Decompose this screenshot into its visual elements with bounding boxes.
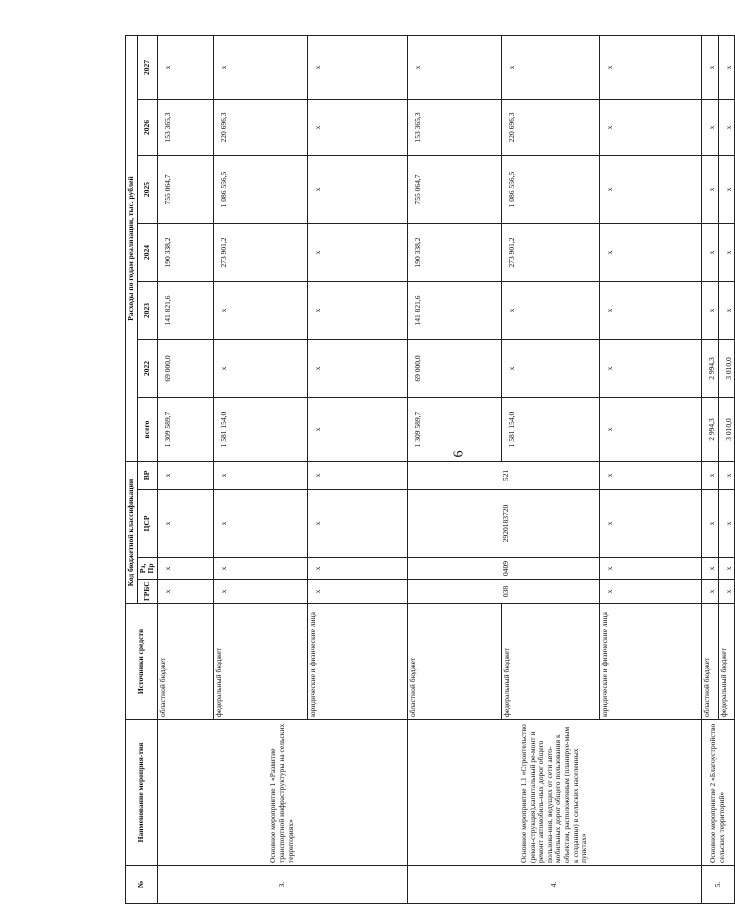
amount-y2023: x [599,282,701,340]
amount-y2024: x [718,224,735,282]
code-rzpr: x [718,558,735,580]
amount-y2024: x [599,224,701,282]
col-2024: 2024 [137,224,157,282]
amount-y2023: x [701,282,718,340]
col-vr: ВР [137,462,157,490]
amount-y2022: x [307,340,407,398]
amount-y2025: 1 086 556,5 [213,156,307,224]
funding-source: федеральный бюджет [501,604,599,720]
amount-y2023: x [501,282,599,340]
amount-y2022: 2 994,3 [701,340,718,398]
col-code: Код бюджетной классификации [126,462,138,604]
code-csr: x [307,490,407,558]
amount-y2022: 3 010,0 [718,340,735,398]
code-csr: 2920183720 [407,490,599,558]
amount-total: 1 581 154,0 [501,398,599,462]
amount-y2025: x [307,156,407,224]
amount-y2023: x [718,282,735,340]
amount-y2024: x [307,224,407,282]
amount-total: 1 581 154,0 [213,398,307,462]
code-csr: x [718,490,735,558]
amount-y2025: x [599,156,701,224]
code-grbs: x [307,580,407,604]
amount-y2023: 141 821,6 [407,282,501,340]
col-grbs: ГРБС [137,580,157,604]
amount-y2025: 1 086 556,5 [501,156,599,224]
amount-y2024: 190 338,2 [407,224,501,282]
code-grbs: x [157,580,213,604]
col-expenses: Расходы по годам реализации, тыс. рублей [126,36,138,462]
table-row [157,36,213,904]
amount-y2027: x [599,36,701,100]
amount-y2022: 69 000,0 [407,340,501,398]
funding-source: юридические и физические лица [599,604,701,720]
amount-y2022: x [501,340,599,398]
page-number: 6 [451,450,467,458]
code-grbs: 038 [407,580,599,604]
amount-total: 2 994,3 [701,398,718,462]
table-row [407,36,501,904]
amount-y2024: 273 901,2 [213,224,307,282]
event-name: Основное мероприятие 1.1 «Строительство (рекон-струкция),капитальный ре-монт и ремонт автомобиль-ных дорог общего пользова-ния, ведущих от сети авто-мобильных дорог общего пользования к объектам, расположенным (планируе-мым к созданию) в сельских населенных пунктах» [407,720,701,866]
col-2026: 2026 [137,100,157,156]
amount-y2027: x [501,36,599,100]
amount-total: x [599,398,701,462]
col-source: Источники средств [126,604,158,720]
amount-y2022: x [599,340,701,398]
amount-y2024: x [701,224,718,282]
amount-y2027: x [407,36,501,100]
amount-y2023: x [213,282,307,340]
amount-y2026: x [718,100,735,156]
col-2025: 2025 [137,156,157,224]
amount-y2026: 153 365,3 [407,100,501,156]
code-rzpr: x [157,558,213,580]
row-number: 5. [701,866,734,904]
funding-source: областной бюджет [157,604,213,720]
code-vr: x [307,462,407,490]
amount-y2026: x [599,100,701,156]
code-rzpr: 0409 [407,558,599,580]
amount-y2026: x [307,100,407,156]
amount-y2022: x [213,340,307,398]
col-name: Наименование мероприя-тия [126,720,158,866]
col-rzpr: Рз, Пр [137,558,157,580]
amount-y2022: 69 000,0 [157,340,213,398]
amount-y2024: 273 901,2 [501,224,599,282]
col-no: № [126,866,158,904]
budget-table [125,35,735,904]
code-grbs: x [599,580,701,604]
amount-y2027: x [701,36,718,100]
amount-y2026: x [701,100,718,156]
amount-y2025: 755 064,7 [157,156,213,224]
event-name: Основное мероприятие 1 «Развитие транспортной инфраструктуры на сельских территориях» [157,720,407,866]
amount-total: x [307,398,407,462]
code-vr: x [599,462,701,490]
table-header [126,36,158,904]
table-rotated-wrapper [125,36,733,904]
row-number: 3. [157,866,407,904]
amount-total: 1 309 589,7 [157,398,213,462]
col-2023: 2023 [137,282,157,340]
amount-y2025: 755 064,7 [407,156,501,224]
amount-y2026: 220 696,3 [501,100,599,156]
amount-y2027: x [213,36,307,100]
amount-y2026: 153 365,3 [157,100,213,156]
col-2022: 2022 [137,340,157,398]
funding-source: федеральный бюджет [213,604,307,720]
code-grbs: x [718,580,735,604]
amount-total: 1 309 589,7 [407,398,501,462]
table-row [701,36,718,904]
code-csr: x [213,490,307,558]
code-rzpr: x [213,558,307,580]
amount-y2023: x [307,282,407,340]
code-rzpr: x [701,558,718,580]
col-total: всего [137,398,157,462]
amount-y2026: 220 696,3 [213,100,307,156]
amount-y2027: x [718,36,735,100]
row-number: 4. [407,866,701,904]
code-csr: x [701,490,718,558]
funding-source: областной бюджет [407,604,501,720]
funding-source: областной бюджет [701,604,718,720]
code-grbs: x [701,580,718,604]
code-vr: x [701,462,718,490]
event-name: Основное мероприятие 2 «Благоустройство сельских территорий» [701,720,734,866]
table-body [157,36,734,904]
amount-y2027: x [307,36,407,100]
funding-source: юридические и физические лица [307,604,407,720]
code-vr: x [718,462,735,490]
code-csr: x [599,490,701,558]
amount-y2027: x [157,36,213,100]
code-vr: x [213,462,307,490]
col-csr: ЦСР [137,490,157,558]
amount-y2024: 190 338,2 [157,224,213,282]
code-vr: 521 [407,462,599,490]
amount-y2025: x [701,156,718,224]
code-grbs: x [213,580,307,604]
code-rzpr: x [307,558,407,580]
code-vr: x [157,462,213,490]
code-rzpr: x [599,558,701,580]
amount-total: 3 010,0 [718,398,735,462]
amount-y2025: x [718,156,735,224]
funding-source: федеральный бюджет [718,604,735,720]
col-2027: 2027 [137,36,157,100]
amount-y2023: 141 821,6 [157,282,213,340]
code-csr: x [157,490,213,558]
